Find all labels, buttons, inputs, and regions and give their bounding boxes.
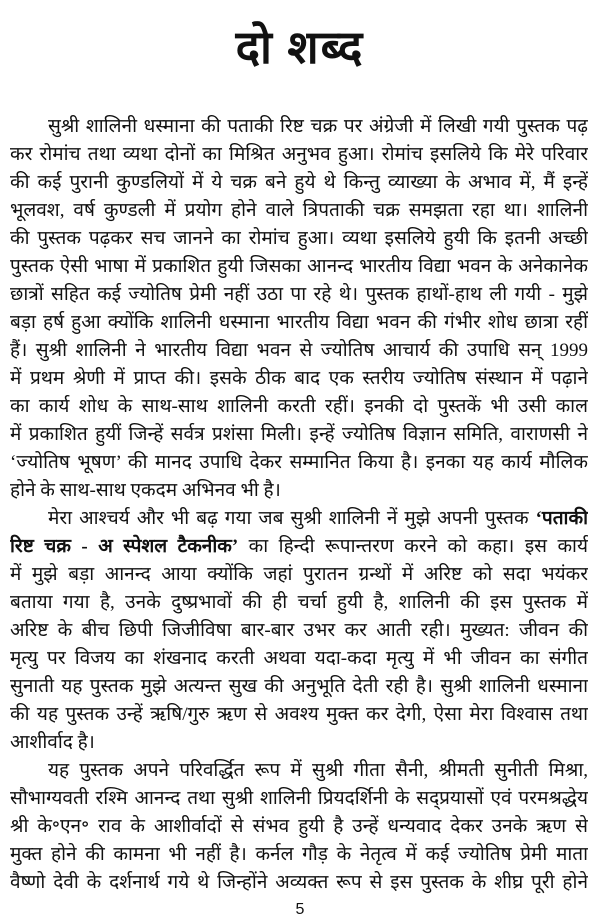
text-segment: मेरा आश्चर्य और भी बढ़ गया जब सुश्री शालिनी नें मुझे अपनी पुस्तक: [48, 508, 536, 529]
text-segment: का कार्य शोध के साथ-साथ शालिनी करती रहीं। इनकी दो पुस्तकें भी उसी काल: [10, 396, 588, 417]
page-title: दो शब्द: [235, 22, 365, 73]
text-segment: पुस्तक ऐसी भाषा में प्रकाशित हुयी जिसका आनन्द भारतीय विद्या भवन के अनेकानेक: [10, 256, 588, 277]
text-segment: की पुस्तक पढ़कर सच जानने का रोमांच हुआ। व्यथा इसलिये हुयी कि इतनी अच्छी: [10, 228, 588, 249]
text-segment: श्री के॰एन॰ राव के आशीर्वादों से संभव हुयी है उन्हें धन्यवाद देकर उनके ऋण से: [10, 816, 588, 837]
text-segment: छात्रों सहित कई ज्योतिष प्रेमी नहीं उठा पा रहे थे। पुस्तक हाथों-हाथ ली गयी - मुझे: [10, 284, 588, 305]
text-segment: ‘ज्योतिष भूषण’ की मानद उपाधि देकर सम्मानित किया है। इनका यह कार्य मौलिक: [10, 452, 588, 473]
text-line: [10, 869, 588, 897]
text-segment: में प्रथम श्रेणी में प्राप्त की। इसके ठीक बाद एक स्तरीय ज्योतिष संस्थान में पढ़ाने: [10, 368, 588, 389]
text-segment: अरिष्ट के बीच छिपी जिजीविषा बार-बार उभर कर आती रही। मुख्यत: जीवन की: [10, 620, 588, 641]
text-line: [10, 673, 588, 701]
text-segment: यह पुस्तक अपने परिवर्द्धित रूप में सुश्री गीता सैनी, श्रीमती सुनीती मिश्रा,: [48, 760, 588, 781]
text-line: [10, 281, 588, 309]
text-segment: सुनाती यह पुस्तक मुझे अत्यन्त सुख की अनुभूति देती रही है। सुश्री शालिनी धस्माना: [10, 676, 588, 697]
text-line: [10, 225, 588, 253]
text-segment: होने के साथ-साथ एकदम अभिनव भी है।: [10, 480, 281, 501]
text-segment: मुक्त होने की कामना भी नहीं है। कर्नल गौड़ के नेतृत्व में कई ज्योतिष प्रेमी माता: [10, 844, 588, 865]
text-line: [10, 113, 588, 141]
text-line: [10, 701, 588, 729]
text-line: [10, 645, 588, 673]
bold-book-title: ‘पताकी: [535, 508, 588, 529]
text-line: [10, 729, 588, 757]
text-line: [10, 365, 588, 393]
text-line: [10, 141, 588, 169]
text-segment: कर रोमांच तथा व्यथा दोनों का मिश्रित अनुभव हुआ। रोमांच इसलिये कि मेरे परिवार: [10, 144, 588, 165]
text-line: [10, 253, 588, 281]
text-line: [10, 813, 588, 841]
bold-book-title: रिष्ट चक्र - अ स्पेशल टैकनीक’: [10, 536, 239, 557]
text-line: [10, 617, 588, 645]
text-line: [10, 757, 588, 785]
text-line: [10, 589, 588, 617]
text-line: [10, 169, 588, 197]
text-line: [10, 337, 588, 365]
text-segment: मृत्यु पर विजय का शंखनाद करती अथवा यदा-कदा मृत्यु में भी जीवन का संगीत: [10, 648, 588, 669]
text-line: [10, 421, 588, 449]
text-line: [10, 477, 588, 505]
text-segment: का हिन्दी रूपान्तरण करने को कहा। इस कार्य: [238, 536, 588, 557]
text-segment: हैं। सुश्री शालिनी ने भारतीय विद्या भवन से ज्योतिष आचार्य की उपाधि सन् 1999: [10, 340, 588, 361]
text-line: [10, 197, 588, 225]
text-line: [10, 561, 588, 589]
text-line: [10, 393, 588, 421]
text-segment: सुश्री शालिनी धस्माना की पताकी रिष्ट चक्र पर अंग्रेजी में लिखी गयी पुस्तक पढ़: [48, 116, 588, 137]
text-line: [10, 449, 588, 477]
text-segment: की यह पुस्तक उन्हें ऋषि/गुरु ऋण से अवश्य मुक्त कर देगी, ऐसा मेरा विश्वास तथा: [10, 704, 588, 725]
text-line: [10, 785, 588, 813]
text-segment: भूलवश, वर्ष कुण्डली में प्रयोग होने वाले त्रिपताकी चक्र समझता रहा था। शालिनी: [10, 200, 588, 221]
text-segment: की कई पुरानी कुण्डलियों में ये चक्र बने हुये थे किन्तु व्याख्या के अभाव में, मैं इन्हें: [10, 172, 588, 193]
text-segment: आशीर्वाद है।: [10, 732, 95, 753]
body-text: [10, 113, 588, 897]
text-line: [10, 309, 588, 337]
page-number: 5: [295, 901, 305, 918]
text-segment: सौभाग्यवती रश्मि आनन्द तथा सुश्री शालिनी प्रियदर्शिनी के सद्प्रयासों एवं परमश्रद्धेय: [10, 788, 588, 809]
text-segment: में प्रकाशित हुयीं जिन्हें सर्वत्र प्रशंसा मिली। इन्हें ज्योतिष विज्ञान समिति, वाराणसी ने: [10, 424, 588, 445]
text-segment: वैष्णो देवी के दर्शनार्थ गये थे जिन्होंने अव्यक्त रूप से इस पुस्तक के शीघ्र पूरी होने: [10, 872, 588, 893]
text-segment: बताया गया है, उनके दुष्प्रभावों की ही चर्चा हुयी है, शालिनी की इस पुस्तक में: [10, 592, 588, 613]
text-segment: में मुझे बड़ा आनन्द आया क्योंकि जहां पुरातन ग्रन्थों में अरिष्ट को सदा भयंकर: [10, 564, 588, 585]
text-line: [10, 533, 588, 561]
text-line: [10, 841, 588, 869]
text-line: [10, 505, 588, 533]
text-segment: बड़ा हर्ष हुआ क्योंकि शालिनी धस्माना भारतीय विद्या भवन की गंभीर शोध छात्रा रहीं: [10, 312, 588, 333]
